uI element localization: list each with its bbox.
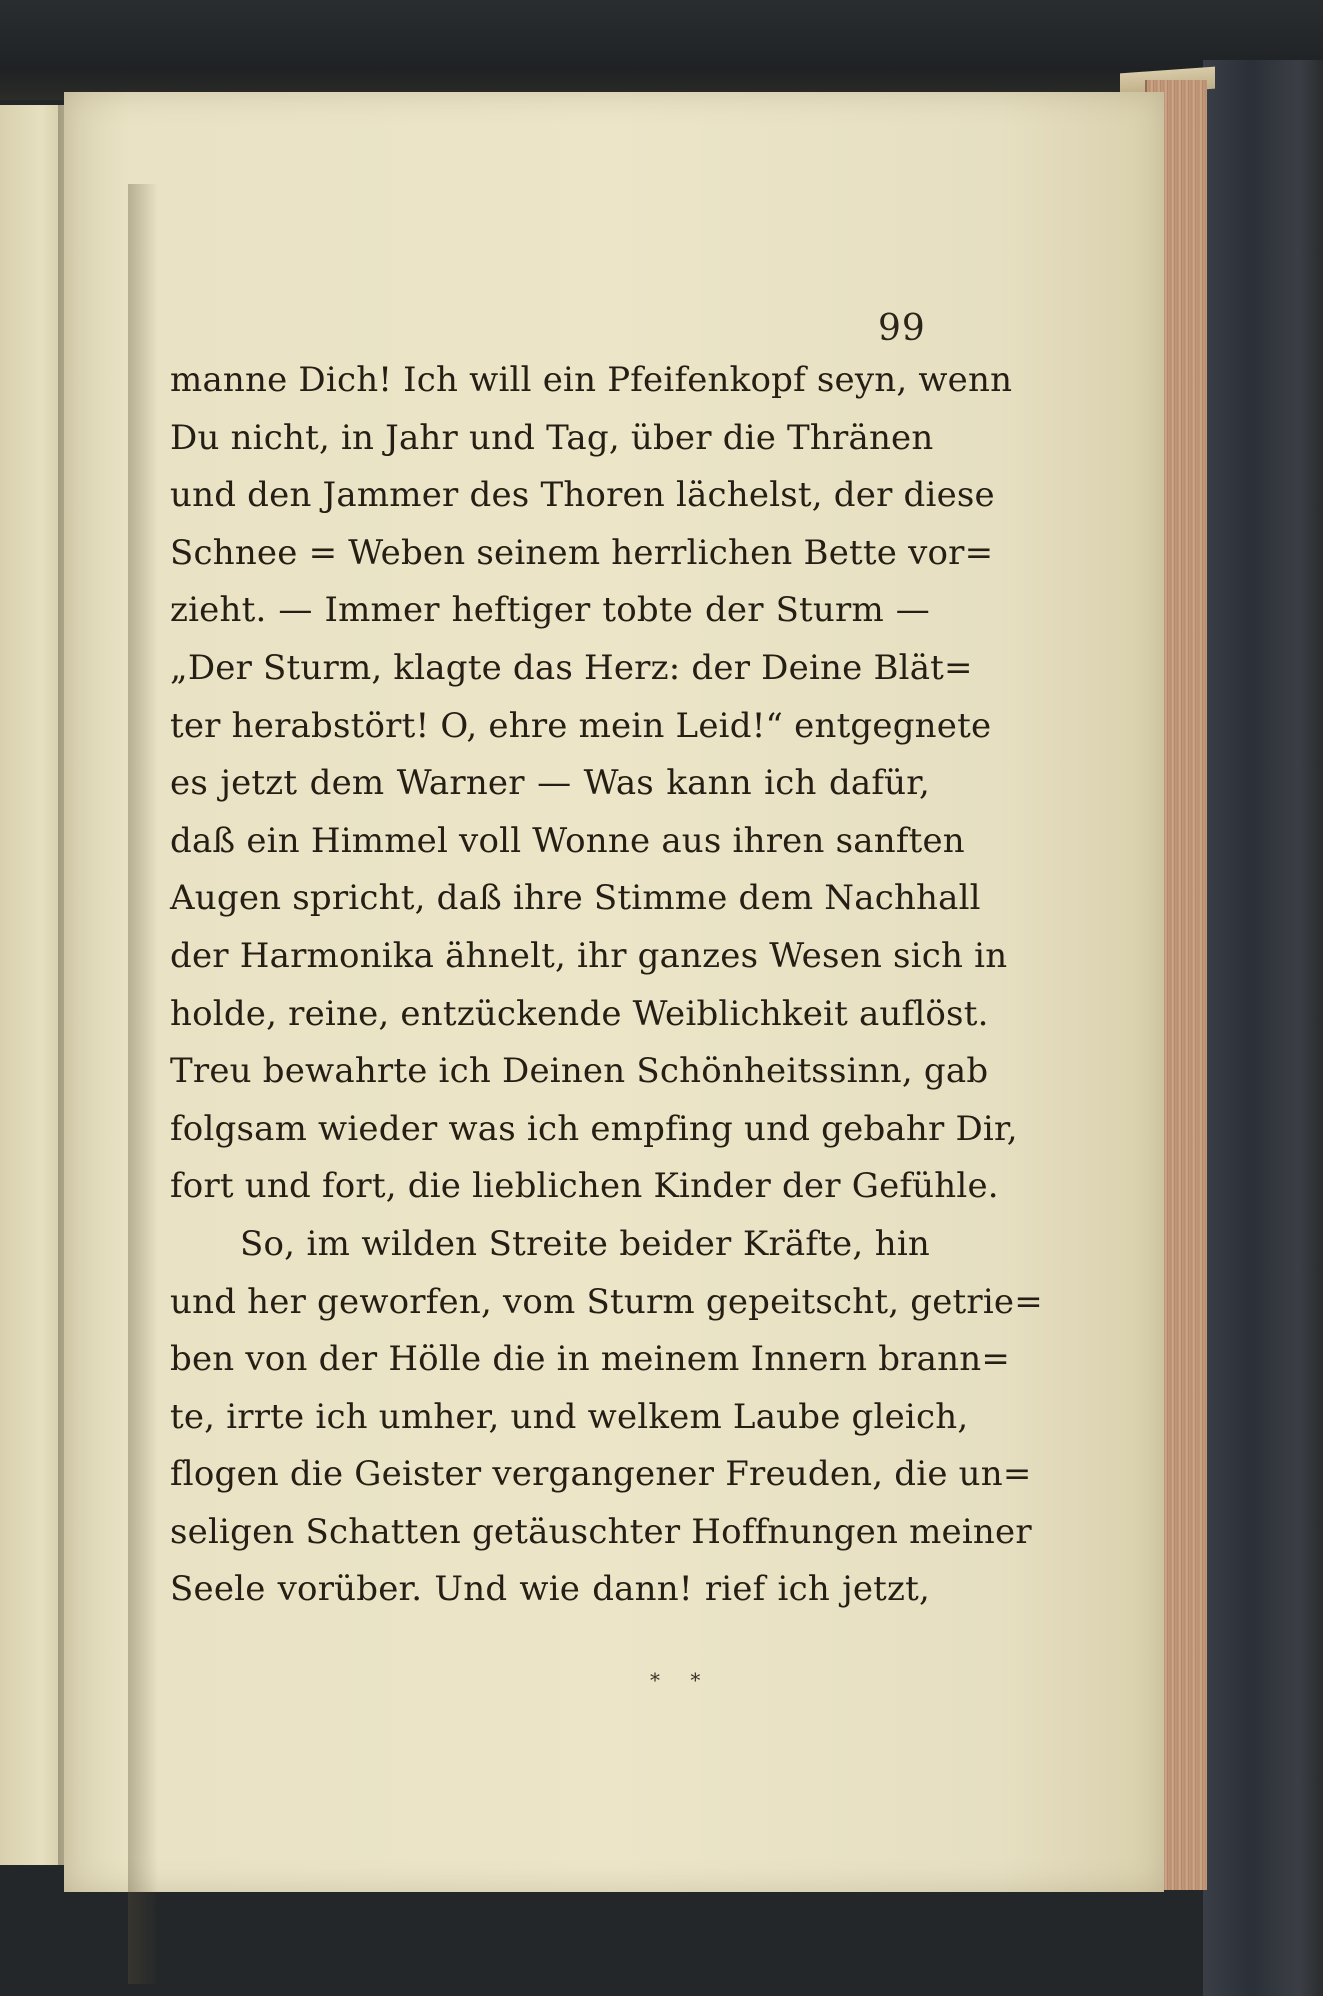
text-line: Treu bewahrte ich Deinen Schönheitssinn, gab [170,1051,989,1092]
text-line: und den Jammer des Thoren lächelst, der diese [170,475,995,516]
text-line: holde, reine, entzückende Weiblichkeit auflöst. [170,993,989,1034]
text-line: folgsam wieder was ich empfing und gebahr Dir, [170,1108,1018,1149]
signature-mark: * * [650,1668,713,1692]
text-line: zieht. — Immer heftiger tobte der Sturm — [170,590,930,631]
text-line: ter herabstört! O, ehre mein Leid!“ entgegnete [170,705,992,746]
text-line: flogen die Geister vergangener Freuden, die un= [170,1454,1032,1495]
text-line: te, irrte ich umher, und welkem Laube gleich, [170,1396,969,1437]
text-line: und her geworfen, vom Sturm gepeitscht, getrie= [170,1281,1043,1322]
text-line: Du nicht, in Jahr und Tag, über die Thränen [170,417,934,458]
text-line: ben von der Hölle die in meinem Innern brann= [170,1339,1011,1380]
text-line: Seele vorüber. Und wie dann! rief ich jetzt, [170,1569,930,1610]
text-line: seligen Schatten getäuschter Hoffnungen meiner [170,1511,1032,1552]
text-line: der Harmonika ähnelt, ihr ganzes Wesen sich in [170,935,1008,976]
text-line: manne Dich! Ich will ein Pfeifenkopf seyn, wenn [170,360,1013,400]
text-line: Augen spricht, daß ihre Stimme dem Nachhall [170,878,981,919]
spine-shadow [128,184,158,1984]
body-text [170,352,1043,1619]
text-line: es jetzt dem Warner — Was kann ich dafür, [170,763,930,804]
text-line: daß ein Himmel voll Wonne aus ihren sanften [170,820,965,861]
paragraph-start-line: So, im wilden Streite beider Kräfte, hin [240,1223,930,1264]
text-line: „Der Sturm, klagte das Herz: der Deine Blät= [170,647,973,688]
paragraph-end-line: fort und fort, die lieblichen Kinder der Gefühle. [170,1166,999,1207]
page-number: 99 [878,308,926,349]
text-line: Schnee = Weben seinem herrlichen Bette vor= [170,532,994,573]
book-cover-right [1203,60,1323,1996]
